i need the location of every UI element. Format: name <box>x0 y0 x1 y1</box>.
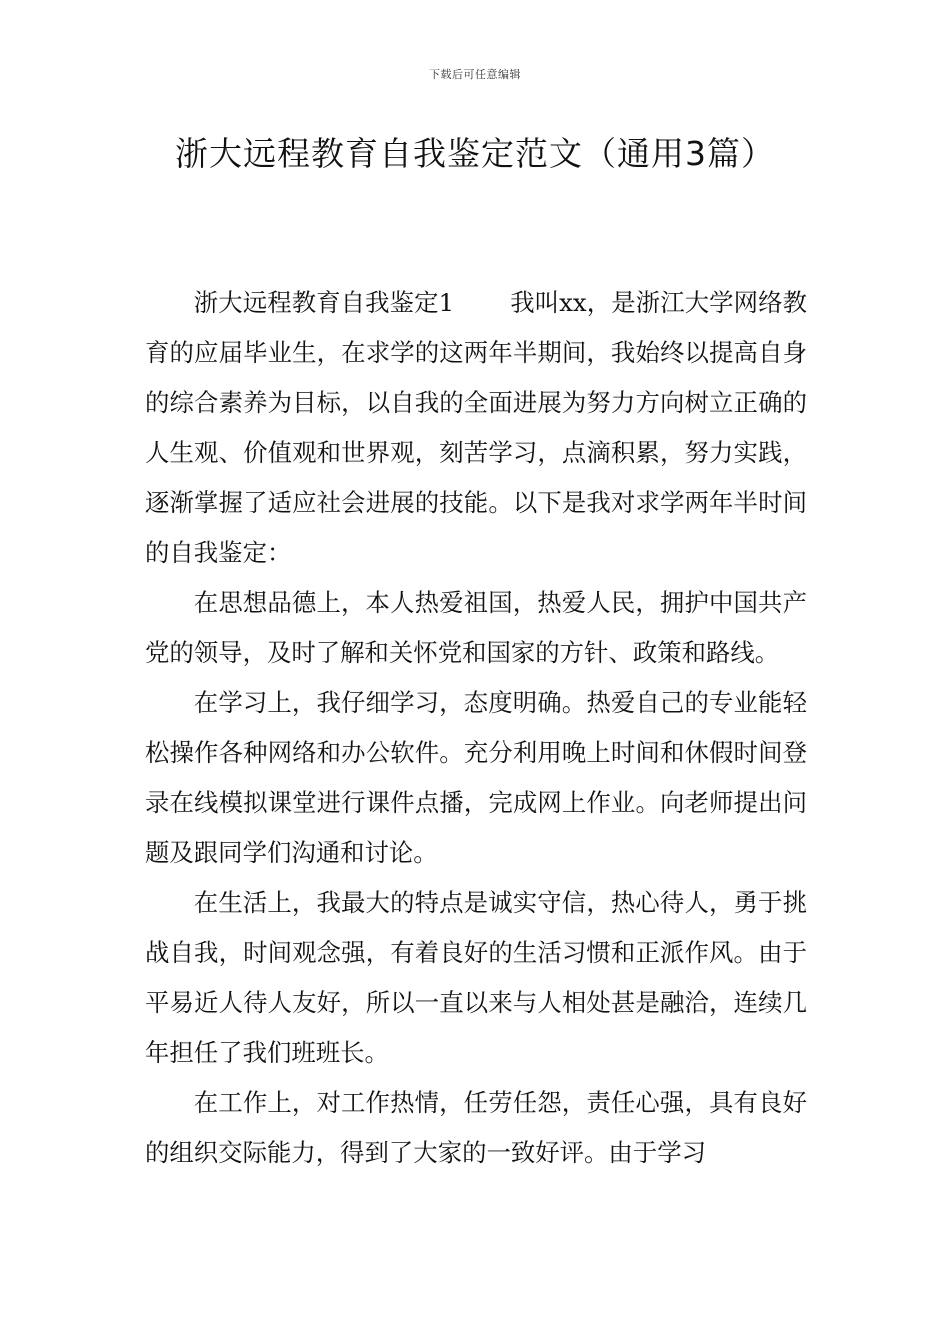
document-body <box>145 278 807 1178</box>
paragraph-ideology: 在思想品德上，本人热爱祖国，热爱人民，拥护中国共产党的领导，及时了解和关怀党和国家的方针、政策和路线。 <box>145 588 807 667</box>
section-heading: 浙大远程教育自我鉴定1 <box>193 288 455 317</box>
document-title: 浙大远程教育自我鉴定范文（通用3篇） <box>175 134 775 173</box>
paragraph-life: 在生活上，我最大的特点是诚实守信，热心待人，勇于挑战自我，时间观念强，有着良好的生活习惯和正派作风。由于平易近人待人友好，所以一直以来与人相处甚是融洽，连续几年担任了我们班班长。 <box>145 888 807 1067</box>
paragraph-intro <box>145 278 807 578</box>
paragraph-study: 在学习上，我仔细学习，态度明确。热爱自己的专业能轻松操作各种网络和办公软件。充分利用晚上时间和休假时间登录在线模拟课堂进行课件点播，完成网上作业。向老师提出问题及跟同学们沟通和讨论。 <box>145 688 807 867</box>
paragraph-text: 我叫xx，是浙江大学网络教育的应届毕业生，在求学的这两年半期间，我始终以提高自身的综合素养为目标，以自我的全面进展为努力方向树立正确的人生观、价值观和世界观，刻苦学习，点滴积累，努力实践，逐渐掌握了适应社会进展的技能。以下是我对求学两年半时间的自我鉴定： <box>145 288 807 567</box>
header-note: 下载后可任意编辑 <box>429 68 521 81</box>
paragraph-work: 在工作上，对工作热情，任劳任怨，责任心强，具有良好的组织交际能力，得到了大家的一致好评。由于学习 <box>145 1088 807 1167</box>
